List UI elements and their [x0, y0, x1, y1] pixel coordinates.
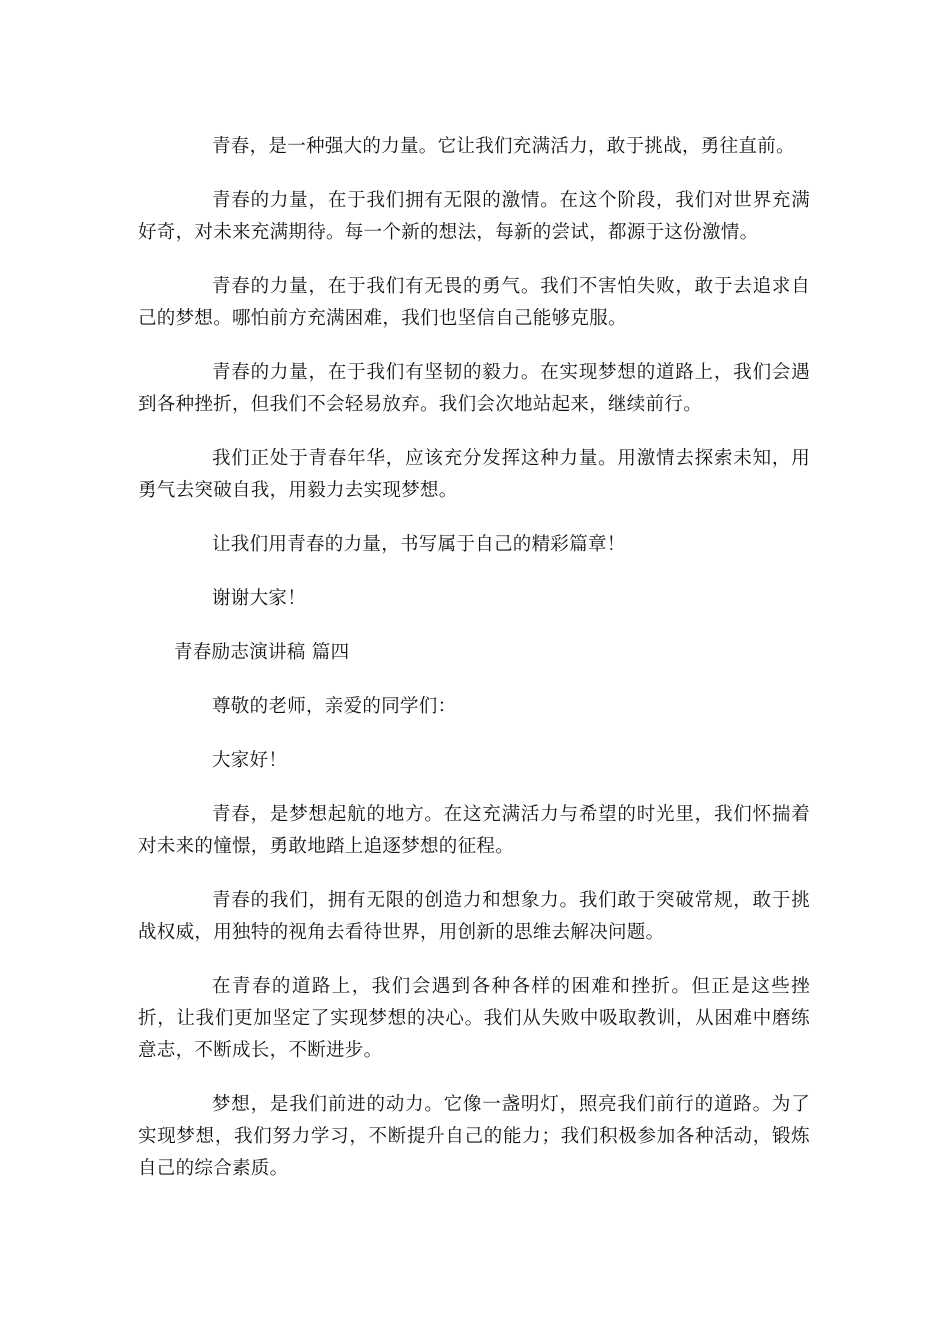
paragraph-1: 青春，是一种强大的力量。它让我们充满活力，敢于挑战，勇往直前。 — [212, 136, 795, 157]
paragraph-9: 在青春的道路上，我们会遇到各种各样的困难和挫折。但正是这些挫折，让我们更加坚定了实现梦想的决心。我们从失败中吸取教训，从困难中磨练意志，不断成长，不断进步。 — [138, 976, 810, 1061]
paragraph-8: 青春的我们，拥有无限的创造力和想象力。我们敢于突破常规，敢于挑战权威，用独特的视角去看待世界，用创新的思维去解决问题。 — [138, 890, 810, 943]
paragraph-10: 梦想，是我们前进的动力。它像一盏明灯，照亮我们前行的道路。为了实现梦想，我们努力学习，不断提升自己的能力；我们积极参加各种活动，锻炼自己的综合素质。 — [138, 1094, 810, 1179]
section-title: 青春励志演讲稿 篇四 — [174, 642, 350, 663]
paragraph-5: 我们正处于青春年华，应该充分发挥这种力量。用激情去探索未知，用勇气去突破自我，用毅力去实现梦想。 — [138, 448, 810, 501]
paragraph-6: 让我们用青春的力量，书写属于自己的精彩篇章！ — [212, 534, 626, 555]
paragraph-3: 青春的力量，在于我们有无畏的勇气。我们不害怕失败，敢于去追求自己的梦想。哪怕前方充满困难，我们也坚信自己能够克服。 — [138, 276, 810, 329]
greeting: 大家好！ — [212, 750, 288, 771]
paragraph-2: 青春的力量，在于我们拥有无限的激情。在这个阶段，我们对世界充满好奇，对未来充满期待。每一个新的想法，每新的尝试，都源于这份激情。 — [138, 190, 810, 243]
paragraph-4: 青春的力量，在于我们有坚韧的毅力。在实现梦想的道路上，我们会遇到各种挫折，但我们不会轻易放弃。我们会次地站起来，继续前行。 — [138, 362, 810, 415]
document-body — [138, 131, 810, 1207]
salutation: 尊敬的老师，亲爱的同学们： — [212, 696, 457, 717]
paragraph-7: 青春，是梦想起航的地方。在这充满活力与希望的时光里，我们怀揣着对未来的憧憬，勇敢地踏上追逐梦想的征程。 — [138, 804, 810, 857]
paragraph-thanks: 谢谢大家！ — [212, 588, 307, 609]
